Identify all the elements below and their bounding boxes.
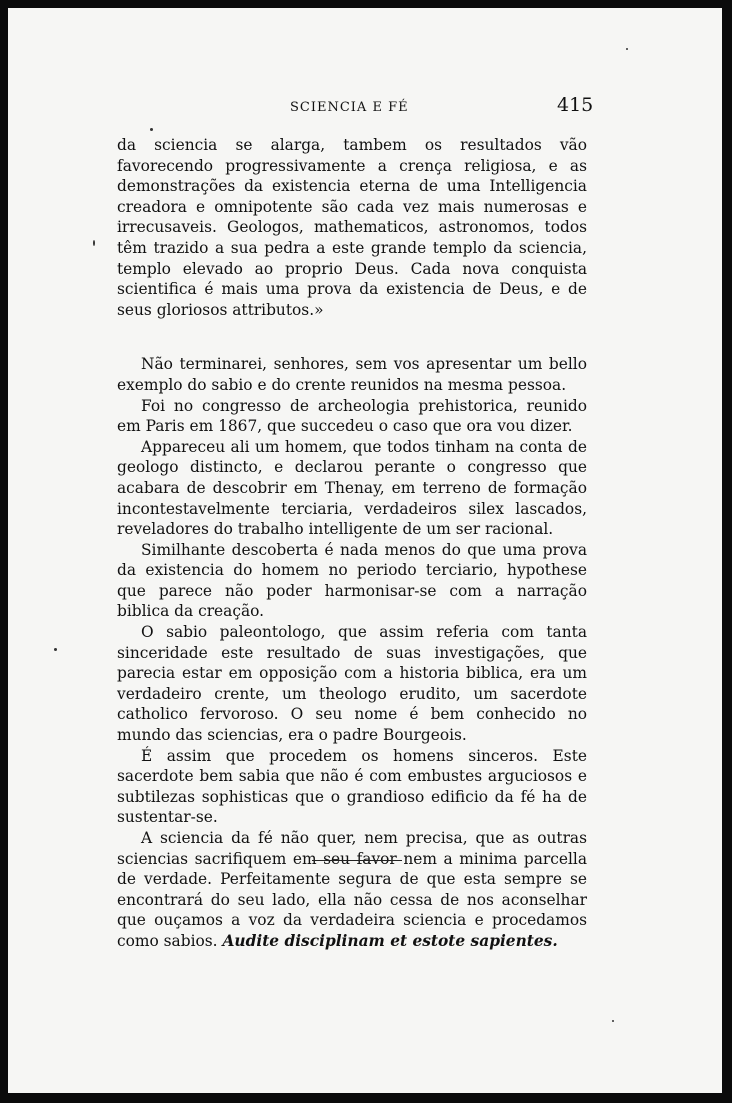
paragraph: É assim que procedem os homens sinceros. Este sacerdote bem sabia que não é com embustes arguciosos e subtilezas sophisticas que o grandioso edificio da fé ha de sustentar-se. [117, 746, 587, 827]
page-number: 415 [557, 94, 594, 116]
paragraph-final [117, 828, 587, 952]
page-header [8, 96, 722, 120]
paragraph-quote-continuation: da sciencia se alarga, tambem os resultados vão favorecendo progressivamente a crença religiosa, e as demonstrações da existencia eterna de uma Intelligencia creadora e omnipotente são cada vez mais numerosas e irrecusaveis. Geologos, mathematicos, astronomos, todos têm trazido a sua pedra a este grande templo da sciencia, templo elevado ao proprio Deus. Cada nova conquista scientifica é mais uma prova da existencia de Deus, e de seus gloriosos attributos.» [117, 136, 587, 319]
paper-speck [626, 48, 628, 50]
final-paragraph-text: A sciencia da fé não quer, nem precisa, que as outras sciencias sacrifiquem em seu favor nem a minima parcella de verdade. Perfeitamente segura de que esta sempre se encontrará do seu lado, ella não cessa de nos aconselhar que ouçamos a voz da verdadeira sciencia e procedamos como sabios. [117, 829, 587, 950]
paragraph: Não terminarei, senhores, sem vos apresentar um bello exemplo do sabio e do crente reunidos na mesma pessoa. [117, 355, 587, 394]
paragraph: O sabio paleontologo, que assim referia com tanta sinceridade este resultado de suas investigações, que parecia estar em opposição com a historia biblica, era um verdadeiro crente, um theologo erudito, um sacerdote catholico fervoroso. O seu nome é bem conhecido no mundo das sciencias, era o padre Bourgeois. [117, 623, 587, 745]
paragraph: Appareceu ali um homem, que todos tinham na conta de geologo distincto, e declarou perante o congresso que acabara de descobrir em Thenay, em terreno de formação incontestavelmente terciaria, verdadeiros silex lascados, reveladores do trabalho intelligente de um ser racional. [117, 437, 587, 539]
body-text [117, 135, 587, 952]
paragraph: Similhante descoberta é nada menos do que uma prova da existencia do homem no periodo terciario, hypothese que parece não poder harmonisar-se com a narração biblica da creação. [117, 540, 587, 621]
book-page [8, 8, 722, 1093]
paper-speck [93, 240, 95, 246]
paper-speck [54, 648, 57, 651]
section-end-rule [312, 860, 402, 861]
latin-quote: Audite disciplinam et estote sapientes. [222, 931, 558, 950]
paper-speck [150, 128, 153, 131]
running-title: SCIENCIA E FÉ [290, 100, 409, 115]
paper-speck [612, 1020, 614, 1022]
paragraph: Foi no congresso de archeologia prehistorica, reunido em Paris em 1867, que succedeu o caso que ora vou dizer. [117, 396, 587, 436]
